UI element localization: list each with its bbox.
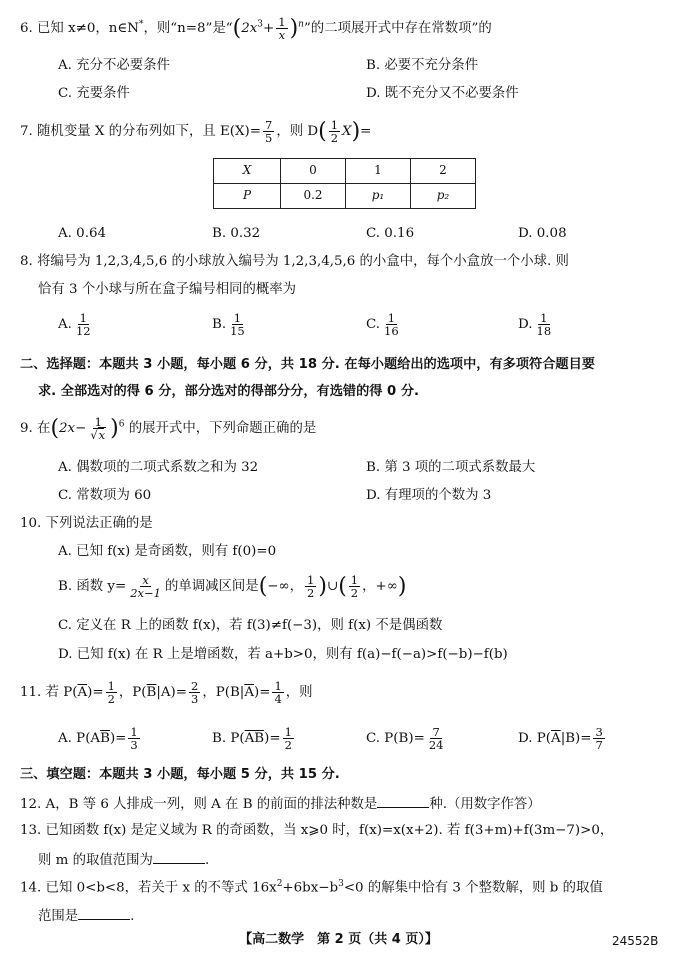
q10-option-b bbox=[58, 574, 406, 599]
q11-option-a bbox=[58, 726, 142, 751]
q11-d-pre: D. P( bbox=[518, 731, 552, 747]
q11-b-pre: B. P( bbox=[212, 731, 245, 747]
q12-post: 种.（用数字作答） bbox=[429, 797, 541, 812]
table-cell: 1 bbox=[346, 159, 411, 184]
q10-b-fraction bbox=[128, 574, 163, 599]
q11-option-c bbox=[366, 726, 447, 751]
question-7-stem bbox=[20, 119, 371, 144]
q7-frac2-den: 2 bbox=[330, 131, 339, 146]
q9-fraction bbox=[88, 416, 108, 441]
answer-blank[interactable] bbox=[153, 851, 205, 864]
q7-option-b: B. 0.32 bbox=[212, 226, 261, 241]
q11-b-eq: )= bbox=[264, 731, 281, 747]
frac-den: 3 bbox=[191, 692, 199, 707]
q11-a-pre: A. P(A bbox=[58, 731, 101, 747]
frac-den: 15 bbox=[230, 324, 245, 339]
table-cell: P bbox=[214, 184, 281, 209]
question-10-stem: 10. 下列说法正确的是 bbox=[20, 516, 153, 531]
q7-frac-num: 7 bbox=[265, 118, 273, 133]
q11-b-bar-term: $\overline{AB}$ bbox=[244, 731, 265, 747]
q8-option-c-fraction bbox=[382, 312, 401, 337]
frac-den: 2 bbox=[107, 692, 115, 707]
q14-line1-mid: +6bx−b bbox=[282, 880, 339, 896]
table-row bbox=[214, 184, 476, 209]
q11-mid1: ，P( bbox=[118, 685, 147, 701]
frac-num: 1 bbox=[107, 679, 115, 693]
frac-num: x bbox=[142, 573, 149, 588]
q8-option-d-fraction bbox=[535, 312, 554, 337]
question-13-line1: 13. 已知函数 f(x) 是定义域为 R 的奇函数，当 x⩾0 时，f(x)=x(x+2). 若 f(3+m)+f(3m−7)>0， bbox=[20, 823, 614, 838]
table-cell: p₁ bbox=[346, 184, 411, 209]
q7-option-c: C. 0.16 bbox=[366, 226, 415, 241]
section-3-heading: 三、填空题：本题共 3 小题，每小题 5 分，共 15 分. bbox=[20, 767, 340, 782]
frac-num: 1 bbox=[274, 679, 282, 693]
q8-option-d bbox=[518, 312, 555, 337]
left-paren: ( bbox=[318, 119, 327, 144]
q9-outer-sup: 6 bbox=[118, 419, 125, 430]
q11-mid2: ，P(B| bbox=[202, 685, 245, 701]
q14-sup1: 2 bbox=[276, 879, 283, 889]
q6-option-a: A. 充分不必要条件 bbox=[58, 58, 170, 73]
q11-mid2b: )= bbox=[253, 685, 271, 701]
q11-c-pre: C. P(B)= bbox=[366, 731, 425, 747]
q9-option-a: A. 偶数项的二项式系数之和为 32 bbox=[58, 460, 259, 475]
q8-option-b-fraction bbox=[228, 312, 247, 337]
frac-num: 1 bbox=[540, 311, 548, 325]
q9-text-pre: 9. 在 bbox=[20, 421, 51, 437]
q11-frac3 bbox=[272, 680, 283, 705]
q9-text-post: 的展开式中，下列命题正确的是 bbox=[128, 421, 317, 437]
section-2-heading-line2: 求. 全部选对的得 6 分，部分选对的得部分分，有选错的得 0 分. bbox=[38, 384, 420, 399]
right-paren: ) bbox=[397, 574, 407, 599]
q6-text-pre: 6. 已知 x≠0，n∈N bbox=[20, 21, 140, 37]
frac-den: 4 bbox=[274, 692, 282, 707]
frac-den: 2x−1 bbox=[130, 586, 161, 601]
frac-num: 1 bbox=[284, 725, 292, 739]
frac-num: 7 bbox=[432, 725, 440, 739]
q14-line2-pre: 范围是 bbox=[38, 909, 79, 924]
section-2-heading-line1: 二、选择题：本题共 3 小题，每小题 6 分，共 18 分. 在每小题给出的选项中，有多项符合题目要 bbox=[20, 357, 595, 372]
table-row bbox=[214, 159, 476, 184]
q11-b-fraction bbox=[283, 726, 294, 751]
q9-frac-den: √x bbox=[90, 428, 106, 443]
q6-frac-num: 1 bbox=[278, 15, 286, 30]
frac-num: 1 bbox=[307, 573, 315, 588]
q11-post: ，则 bbox=[285, 685, 313, 701]
answer-blank[interactable] bbox=[78, 907, 130, 920]
q13-line2-pre: 则 m 的取值范围为 bbox=[38, 853, 153, 868]
frac-num: 1 bbox=[350, 573, 359, 588]
table-cell: p₂ bbox=[411, 184, 476, 209]
question-14-line2 bbox=[38, 907, 134, 924]
right-paren: ) bbox=[318, 574, 327, 599]
q14-sup2: 3 bbox=[338, 879, 344, 889]
frac-num: 1 bbox=[233, 311, 242, 325]
q11-a-bar: $\overline{A}$ bbox=[77, 685, 88, 701]
question-6-stem bbox=[20, 16, 492, 41]
q9-option-b: B. 第 3 项的二项式系数最大 bbox=[366, 460, 536, 475]
q8-option-c bbox=[366, 312, 403, 337]
answer-blank[interactable] bbox=[377, 795, 429, 808]
table-cell: 2 bbox=[411, 159, 476, 184]
q11-pre: 11. 若 P( bbox=[20, 685, 78, 701]
q7-text-post: = bbox=[360, 124, 372, 140]
distribution-table bbox=[213, 158, 476, 209]
right-paren: ) bbox=[110, 416, 119, 441]
q6-outer-sup: n bbox=[298, 19, 304, 30]
q6-term1: 2x bbox=[241, 21, 258, 37]
q7-fraction bbox=[263, 119, 274, 144]
frac-num: 3 bbox=[595, 725, 603, 739]
right-paren: ) bbox=[351, 119, 361, 144]
q6-sup: * bbox=[139, 19, 144, 30]
q6-plus: + bbox=[263, 21, 275, 37]
table-cell: 0.2 bbox=[281, 184, 346, 209]
q6-option-c: C. 充要条件 bbox=[58, 86, 130, 101]
q6-fraction bbox=[276, 16, 287, 41]
q9-term1: 2x bbox=[59, 421, 76, 437]
q9-option-d: D. 有理项的个数为 3 bbox=[366, 488, 492, 503]
question-11-stem bbox=[20, 680, 313, 705]
frac-num: 2 bbox=[191, 679, 199, 693]
q8-option-a bbox=[58, 312, 95, 337]
q8-option-d-label: D. bbox=[518, 317, 533, 333]
q10-option-d: D. 已知 f(x) 在 R 上是增函数，若 a+b>0，则有 f(a)−f(−a)>f(−b)−f(b) bbox=[58, 647, 508, 662]
frac-den: 24 bbox=[428, 738, 444, 753]
q8-option-a-label: A. bbox=[58, 317, 72, 333]
q11-d-fraction bbox=[593, 726, 604, 751]
q10-b-interval1: −∞， bbox=[267, 579, 304, 595]
q6-term1-sup: 3 bbox=[257, 19, 263, 30]
q13-line2-post: . bbox=[204, 853, 210, 868]
frac-den: 18 bbox=[536, 324, 552, 339]
q6-frac-den: x bbox=[278, 28, 286, 43]
frac-den: 7 bbox=[595, 738, 603, 753]
q7-frac2-num: 1 bbox=[330, 118, 339, 133]
q14-line1-post: <0 的解集中恰有 3 个整数解，则 b 的取值 bbox=[343, 880, 603, 896]
table-cell: X bbox=[214, 159, 281, 184]
q10-b-pre: B. 函数 y= bbox=[58, 579, 127, 595]
q9-sqrt-arg: x bbox=[98, 428, 106, 443]
frac-den: 2 bbox=[284, 738, 292, 753]
q8-option-b bbox=[212, 312, 249, 337]
q10-b-interval2: ，+∞ bbox=[362, 579, 398, 595]
question-14-line1 bbox=[20, 879, 603, 896]
q11-d-eq: |B)= bbox=[560, 731, 592, 747]
q11-frac1 bbox=[106, 680, 117, 705]
q11-eq1: )= bbox=[87, 685, 104, 701]
q11-a-bar-2: $\overline{A}$ bbox=[244, 685, 254, 701]
right-paren: ) bbox=[289, 16, 299, 41]
exam-code: 24552B bbox=[612, 934, 659, 948]
q7-var: X bbox=[342, 124, 352, 140]
q7-frac-den: 5 bbox=[265, 131, 273, 146]
q6-option-d: D. 既不充分又不必要条件 bbox=[366, 86, 519, 101]
page-footer: 【高二数学 第 2 页（共 4 页）】 bbox=[239, 932, 438, 947]
q14-line2-post: . bbox=[130, 909, 135, 924]
q8-option-c-label: C. bbox=[366, 317, 381, 333]
frac-den: 2 bbox=[307, 586, 315, 601]
q7-fraction-2 bbox=[329, 119, 340, 144]
q9-option-c: C. 常数项为 60 bbox=[58, 488, 152, 503]
q7-option-d: D. 0.08 bbox=[518, 226, 567, 241]
q11-b-bar: $\overline{B}$ bbox=[146, 685, 157, 701]
question-13-line2 bbox=[38, 851, 209, 868]
question-8-line2: 恰有 3 个小球与所在盒子编号相同的概率为 bbox=[38, 282, 297, 297]
left-paren: ( bbox=[338, 574, 347, 599]
q9-frac-num: 1 bbox=[94, 415, 102, 430]
frac-num: 1 bbox=[79, 311, 87, 325]
q10-b-interval1-fraction bbox=[305, 574, 316, 599]
q11-a-fraction bbox=[128, 726, 139, 751]
q11-option-d bbox=[518, 726, 607, 751]
q6-text-mid: ，则“n=8”是“ bbox=[143, 21, 233, 37]
q12-pre: 12. A，B 等 6 人排成一列，则 A 在 B 的前面的排法种数是 bbox=[20, 797, 378, 812]
q6-text-post: ”的二项展开式中存在常数项”的 bbox=[303, 21, 492, 37]
q6-option-b: B. 必要不充分条件 bbox=[366, 58, 479, 73]
q10-option-c: C. 定义在 R 上的函数 f(x)，若 f(3)≠f(−3)，则 f(x) 不是偶函数 bbox=[58, 618, 443, 633]
frac-den: 3 bbox=[130, 738, 138, 753]
q11-frac2 bbox=[189, 680, 200, 705]
frac-den: 2 bbox=[350, 586, 359, 601]
question-12 bbox=[20, 795, 541, 812]
question-9-stem bbox=[20, 416, 316, 441]
q7-text-pre: 7. 随机变量 X 的分布列如下，且 E(X)= bbox=[20, 124, 261, 140]
left-paren: ( bbox=[232, 16, 242, 41]
table-cell: 0 bbox=[281, 159, 346, 184]
q11-c-fraction bbox=[427, 726, 446, 751]
q9-minus: − bbox=[75, 421, 87, 437]
q10-option-a: A. 已知 f(x) 是奇函数，则有 f(0)=0 bbox=[58, 544, 277, 559]
q11-a-eq: )= bbox=[109, 731, 127, 747]
question-8-line1: 8. 将编号为 1,2,3,4,5,6 的小球放入编号为 1,2,3,4,5,6 的小盒中，每个小盒放一个小球. 则 bbox=[20, 254, 569, 269]
q8-option-a-fraction bbox=[74, 312, 93, 337]
q11-d-bar-term: $\overline{A}$ bbox=[551, 731, 561, 747]
q7-option-a: A. 0.64 bbox=[58, 226, 106, 241]
q7-text-mid: ，则 D bbox=[276, 124, 319, 140]
q10-b-interval2-fraction bbox=[349, 574, 360, 599]
q11-option-b bbox=[212, 726, 296, 751]
frac-den: 16 bbox=[384, 324, 399, 339]
left-paren: ( bbox=[50, 416, 60, 441]
q10-b-mid: 的单调减区间是 bbox=[164, 579, 259, 595]
frac-num: 1 bbox=[387, 311, 396, 325]
q11-mid1b: |A)= bbox=[156, 685, 187, 701]
q14-line1-pre: 14. 已知 0<b<8，若关于 x 的不等式 16x bbox=[20, 880, 277, 896]
frac-den: 12 bbox=[75, 324, 91, 339]
q8-option-b-label: B. bbox=[212, 317, 227, 333]
q11-a-bar-term: $\overline{B}$ bbox=[100, 731, 110, 747]
frac-num: 1 bbox=[130, 725, 138, 739]
union-symbol: ∪ bbox=[326, 579, 339, 595]
left-paren: ( bbox=[258, 574, 268, 599]
